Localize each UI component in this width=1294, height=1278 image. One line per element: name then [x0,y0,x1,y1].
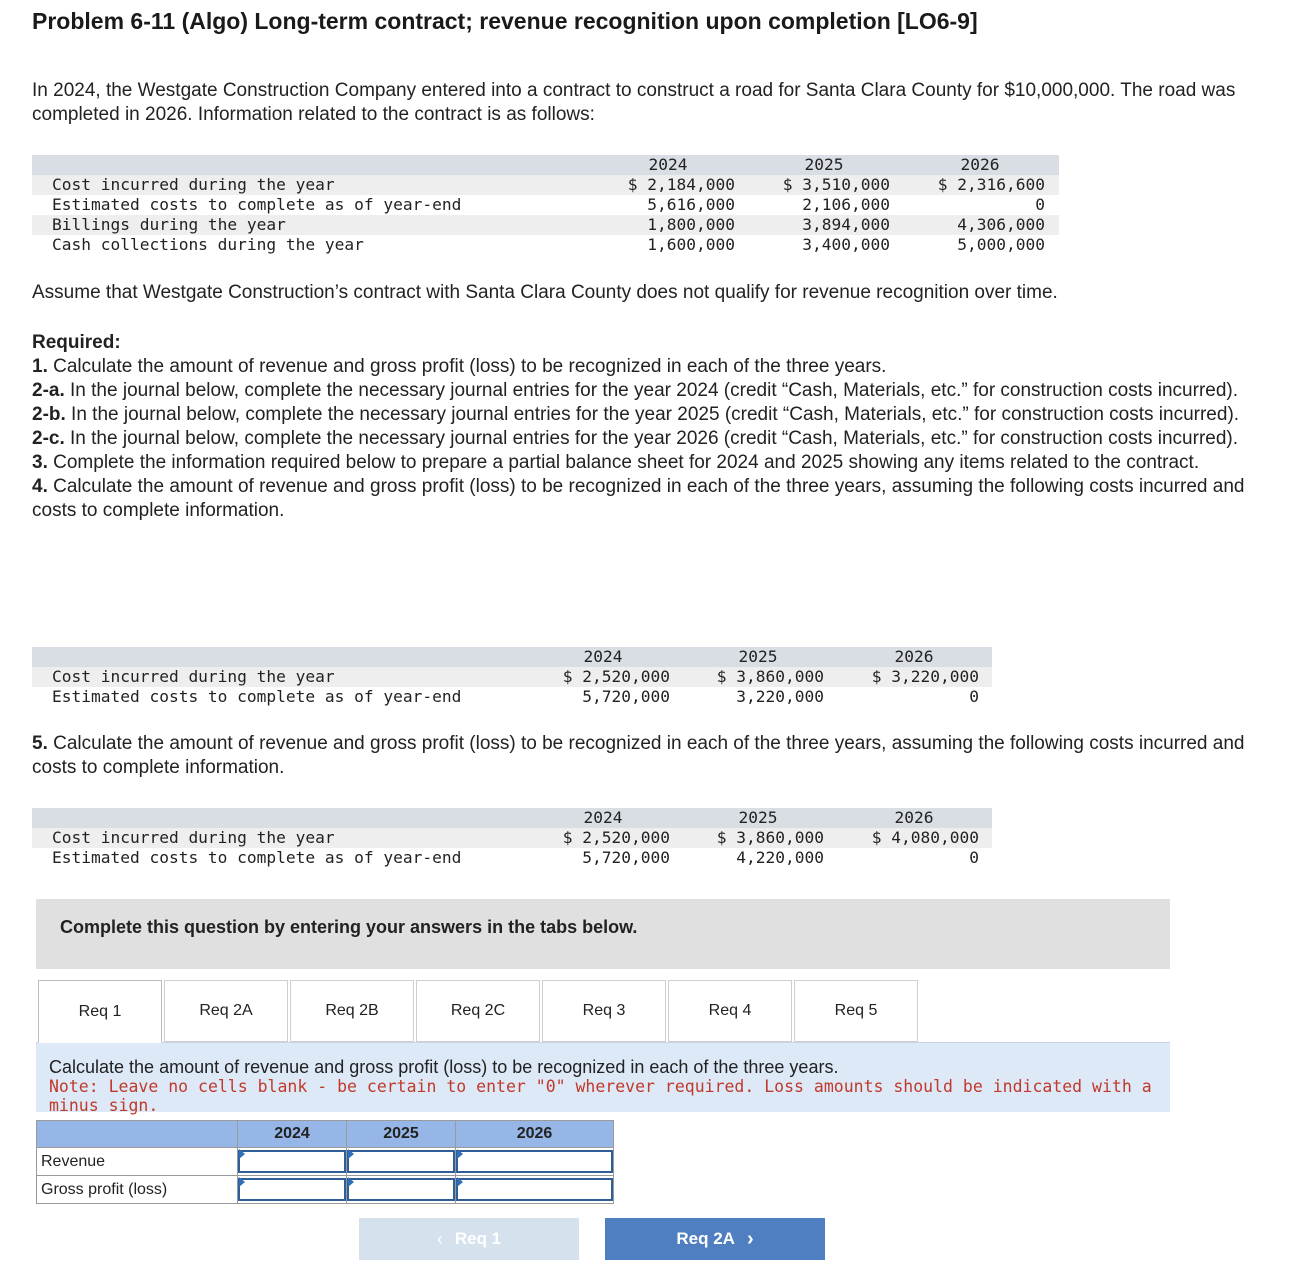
page-title: Problem 6-11 (Algo) Long-term contract; revenue recognition upon completion [LO6-9] [32,8,978,34]
revenue-2026-input[interactable] [456,1150,613,1173]
gross-profit-2025-cell [347,1176,456,1204]
answer-row-gross-profit: Gross profit (loss) [37,1176,238,1204]
intro-text: In 2024, the Westgate Construction Company entered into a contract to construct a road for Santa Clara County for $10,000,000. The road was completed in 2026. Information related to the contract is as follows: [32,80,1236,125]
req5-cost-table [32,808,992,868]
row-label: Cost incurred during the year [52,175,335,194]
contract-info-table [32,155,1059,255]
instructions-banner [36,899,1170,969]
gross-profit-2024-cell [238,1176,347,1204]
required-item-3: 3. Complete the information required below to prepare a partial balance sheet for 2024 and 2025 showing any items related to the contract. [32,452,1200,473]
tab-instruction-box [36,1042,1170,1115]
input-marker-icon [457,1149,463,1159]
cell: 3,894,000 [802,215,890,234]
tab-req-2a[interactable]: Req 2A [164,980,288,1042]
answer-col-2024: 2024 [238,1121,347,1148]
cell: 2,106,000 [802,195,890,214]
next-button[interactable] [605,1218,825,1260]
tab-req-2c[interactable]: Req 2C [416,980,540,1042]
required-item-4: 4. Calculate the amount of revenue and gross profit (loss) to be recognized in each of the three years, assuming the following costs incurred and costs to complete information. [32,476,1245,521]
col-year-2024: 2024 [648,155,688,174]
tab-note: Note: Leave no cells blank - be certain to enter "0" wherever required. Loss amounts should be indicated with a minus sign. [49,1077,1152,1115]
answer-col-2025: 2025 [347,1121,456,1148]
row-label: Cost incurred during the year [52,828,335,847]
cell: 1,600,000 [647,235,735,254]
col-year-2026: 2026 [960,155,1000,174]
cell: 5,000,000 [957,235,1045,254]
cell: 0 [969,848,979,867]
next-button-label: Req 2A [676,1229,735,1248]
required-section [32,331,1282,523]
cell: $ 3,220,000 [871,667,979,686]
cell: 4,306,000 [957,215,1045,234]
row-label: Cost incurred during the year [52,667,335,686]
input-marker-icon [457,1177,463,1187]
cell: 5,616,000 [647,195,735,214]
row-label: Billings during the year [52,215,286,234]
col-year-2026: 2026 [894,808,934,827]
required-item-1: 1. Calculate the amount of revenue and gross profit (loss) to be recognized in each of the three years. [32,356,887,377]
cell: $ 2,520,000 [562,828,670,847]
col-year-2025: 2025 [738,647,778,666]
col-year-2024: 2024 [583,808,623,827]
gross-profit-2026-cell [456,1176,614,1204]
gross-profit-2025-input[interactable] [347,1178,455,1201]
tab-instruction: Calculate the amount of revenue and gross profit (loss) to be recognized in each of the three years. [49,1057,839,1077]
input-marker-icon [348,1149,354,1159]
prev-button-label: Req 1 [454,1229,502,1248]
answer-table [36,1120,614,1204]
col-year-2024: 2024 [583,647,623,666]
cell: 1,800,000 [647,215,735,234]
row-label: Estimated costs to complete as of year-end [52,195,462,214]
cell: $ 2,316,600 [937,175,1045,194]
revenue-2024-input[interactable] [238,1150,346,1173]
revenue-2024-cell [238,1148,347,1176]
required-item-2c: 2-c. In the journal below, complete the necessary journal entries for the year 2026 (credit “Cash, Materials, etc.” for construction costs incurred). [32,428,1239,449]
cell: $ 2,184,000 [627,175,735,194]
col-year-2026: 2026 [894,647,934,666]
cell: $ 3,860,000 [716,828,824,847]
prev-button[interactable] [359,1218,579,1260]
gross-profit-2026-input[interactable] [456,1178,613,1201]
tab-req-4[interactable]: Req 4 [668,980,792,1042]
cell: 0 [1035,195,1045,214]
chevron-right-icon: › [746,1227,754,1250]
table-header-bg [32,155,1059,175]
input-marker-icon [348,1177,354,1187]
cell: 4,220,000 [736,848,824,867]
cell: 3,400,000 [802,235,890,254]
tab-req-1[interactable]: Req 1 [38,980,162,1043]
cell: 5,720,000 [582,848,670,867]
row-label: Estimated costs to complete as of year-end [52,848,462,867]
chevron-left-icon: ‹ [436,1228,443,1249]
gross-profit-2024-input[interactable] [238,1178,346,1201]
assumption-text: Assume that Westgate Construction’s contract with Santa Clara County does not qualify for revenue recognition over time. [32,282,1058,303]
revenue-2025-input[interactable] [347,1150,455,1173]
tab-req-3[interactable]: Req 3 [542,980,666,1042]
tab-req-2b[interactable]: Req 2B [290,980,414,1042]
req4-cost-table [32,647,992,707]
required-item-2b: 2-b. In the journal below, complete the necessary journal entries for the year 2025 (credit “Cash, Materials, etc.” for construction costs incurred). [32,404,1240,425]
revenue-2025-cell [347,1148,456,1176]
required-item-5: 5. Calculate the amount of revenue and gross profit (loss) to be recognized in each of the three years, assuming the following costs incurred and costs to complete information. [32,733,1245,778]
cell: 3,220,000 [736,687,824,706]
input-marker-icon [239,1149,245,1159]
cell: $ 3,860,000 [716,667,824,686]
cell: 0 [969,687,979,706]
col-year-2025: 2025 [804,155,844,174]
answer-corner-header [37,1121,238,1148]
tab-req-5[interactable]: Req 5 [794,980,918,1042]
cell: $ 4,080,000 [871,828,979,847]
cell: $ 3,510,000 [782,175,890,194]
required-item-2a: 2-a. In the journal below, complete the necessary journal entries for the year 2024 (credit “Cash, Materials, etc.” for construction costs incurred). [32,380,1239,401]
row-label: Estimated costs to complete as of year-end [52,687,462,706]
cell: $ 2,520,000 [562,667,670,686]
revenue-2026-cell [456,1148,614,1176]
col-year-2025: 2025 [738,808,778,827]
required-heading: Required: [32,332,121,353]
banner-text: Complete this question by entering your answers in the tabs below. [60,917,638,937]
row-label: Cash collections during the year [52,235,364,254]
input-marker-icon [239,1177,245,1187]
answer-row-revenue: Revenue [37,1148,238,1176]
cell: 5,720,000 [582,687,670,706]
answer-col-2026: 2026 [456,1121,614,1148]
